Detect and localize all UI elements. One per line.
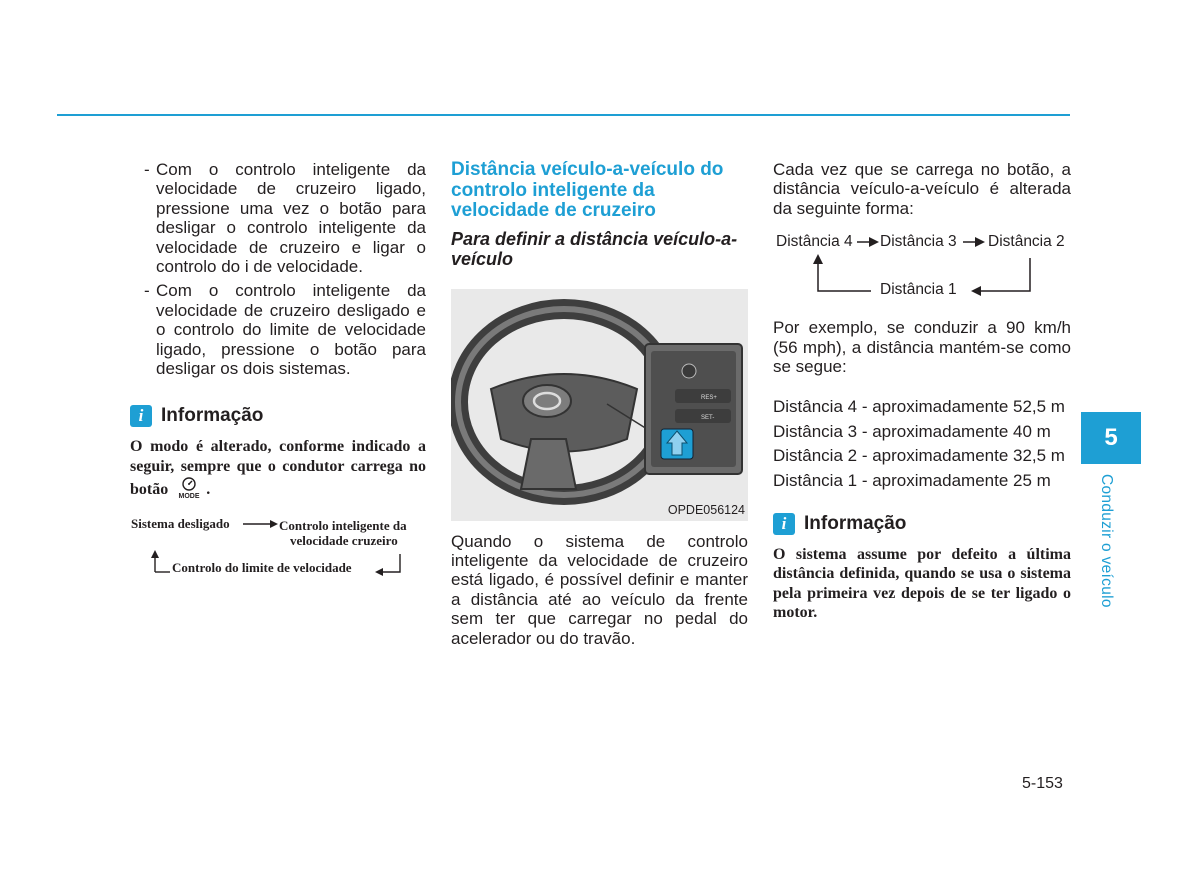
bullet-dash: - xyxy=(144,160,150,179)
list-item: Distância 1 - aproximadamente 25 m xyxy=(773,470,1051,490)
column-left xyxy=(130,160,426,586)
res-button-label: RES+ xyxy=(701,394,717,401)
mode-icon-label: MODE xyxy=(178,493,200,501)
column-middle xyxy=(451,160,748,648)
flow-distance-1: Distância 1 xyxy=(880,281,957,299)
distance-flow-diagram xyxy=(773,232,1071,304)
chapter-label: Conduzir o veículo xyxy=(1098,474,1115,608)
flow-distance-3: Distância 3 xyxy=(880,233,957,251)
arrow-right-icon xyxy=(857,237,879,247)
info-header xyxy=(130,405,426,427)
list-item: Distância 2 - aproximadamente 32,5 m xyxy=(773,446,1065,466)
info-icon: i xyxy=(130,405,152,427)
mode-flow-diagram xyxy=(130,516,426,586)
section-title: Distância veículo-a-veículo do controlo inteligente da velocidade de cruzeiro xyxy=(451,159,724,221)
example-paragraph: Por exemplo, se conduzir a 90 km/h (56 mph), a distância mantém-se como se segue: xyxy=(773,318,1071,377)
column-right xyxy=(773,160,1071,623)
flow-distance-2: Distância 2 xyxy=(988,233,1065,251)
info-icon: i xyxy=(773,513,795,535)
info-text-end: . xyxy=(206,481,211,499)
info-title: Informação xyxy=(804,513,907,535)
bullet-item-1 xyxy=(130,160,426,276)
set-button-label: SET- xyxy=(701,414,715,421)
bullet-text: Com o controlo inteligente da velocidade de cruzeiro ligado, pressione uma vez o botão para desligar o controlo inteligente da velocidade de cruzeiro e ligar o controlo do i de velocidade. xyxy=(156,160,426,277)
info-body xyxy=(130,437,426,500)
flow-distance-4: Distância 4 xyxy=(776,233,853,251)
arrow-right-icon xyxy=(243,520,278,528)
steering-wheel-illustration xyxy=(451,289,748,521)
arrow-up-icon xyxy=(151,550,170,572)
steering-wheel-figure xyxy=(451,289,748,521)
info-text: O modo é alterado, conforme indicado a seguir, sempre que o condutor carrega no botão xyxy=(130,438,426,499)
arrow-right-icon xyxy=(963,237,985,247)
arrow-up-icon xyxy=(813,254,871,291)
header-rule xyxy=(57,114,1070,116)
list-item: Distância 3 - aproximadamente 40 m xyxy=(773,421,1051,441)
info-title: Informação xyxy=(161,405,264,427)
arrow-left-icon xyxy=(375,554,400,576)
bullet-dash: - xyxy=(144,281,150,301)
intro-paragraph: Cada vez que se carrega no botão, a distância veículo-a-veículo é alterada da seguinte forma: xyxy=(773,160,1071,218)
distance-list xyxy=(773,395,1071,493)
arrow-left-icon xyxy=(971,258,1030,296)
bullet-item-2 xyxy=(130,281,426,378)
info-body: O sistema assume por defeito a última distância definida, quando se usa o sistema pela primeira vez depois de se ter ligado o motor. xyxy=(773,546,1071,622)
paragraph: Quando o sistema de controlo inteligente da velocidade de cruzeiro está ligado, é possível definir e manter a distância até ao veículo da frente sem ter que carregar no pedal do acelerador ou do travão. xyxy=(451,531,748,648)
subsection-title: Para definir a distância veículo-a-veículo xyxy=(451,228,738,269)
chapter-tab: 5 xyxy=(1081,412,1141,464)
flow-system-off: Sistema desligado xyxy=(131,516,230,532)
mode-icon xyxy=(174,476,204,500)
figure-caption: OPDE056124 xyxy=(667,502,745,517)
page-number: 5-153 xyxy=(1022,775,1063,792)
list-item: Distância 4 - aproximadamente 52,5 m xyxy=(773,397,1065,417)
bullet-text: Com o controlo inteligente da velocidade de cruzeiro desligado e o controlo do limite de velocidade ligado, pressione o botão para desligar os dois sistemas. xyxy=(156,281,426,379)
flow-smart-cruise-line2: velocidade cruzeiro xyxy=(290,533,398,549)
flow-smart-cruise-line1: Controlo inteligente da xyxy=(279,518,407,534)
info-header xyxy=(773,513,1071,535)
flow-speed-limit: Controlo do limite de velocidade xyxy=(172,560,352,576)
